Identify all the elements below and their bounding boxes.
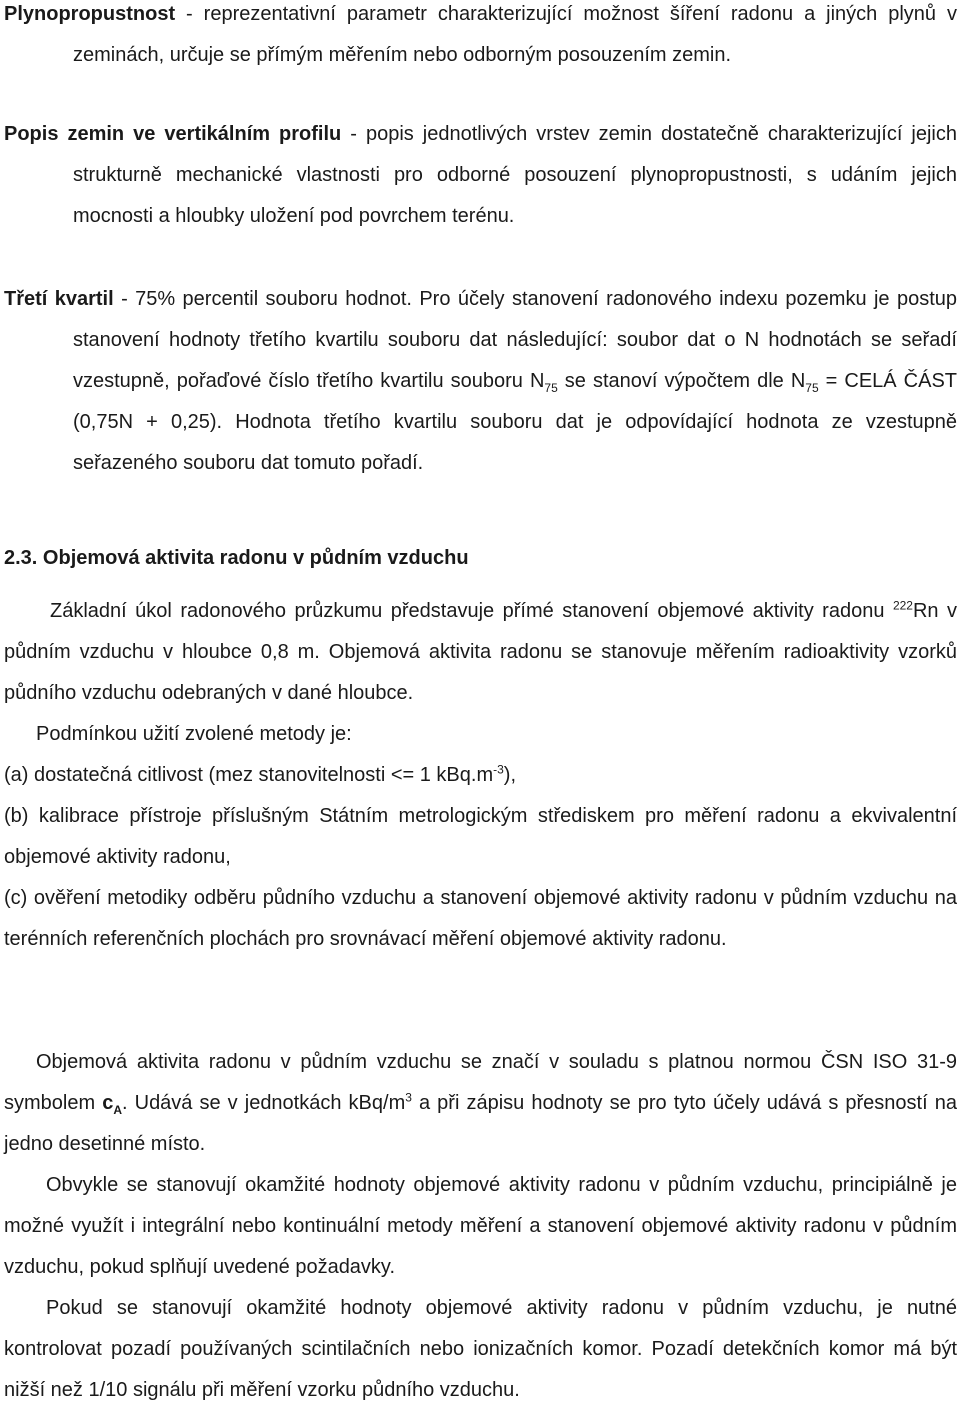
superscript: -3 bbox=[493, 762, 504, 777]
list-item-b: (b) kalibrace přístroje příslušným Státním metrologickým střediskem pro měření radonu a ekvivalentní objemové aktivity radonu, bbox=[4, 805, 957, 868]
definition-treti-kvartil bbox=[4, 279, 957, 484]
superscript: 222 bbox=[892, 598, 913, 613]
paragraph-text: Základní úkol radonového průzkumu představuje přímé stanovení objemové aktivity radonu bbox=[50, 600, 893, 622]
term-treti-kvartil: Třetí kvartil bbox=[4, 288, 114, 310]
subscript: A bbox=[113, 1103, 122, 1117]
definition-text: - popis jednotlivých vrstev zemin dostatečně charakterizující jejich strukturně mechanické vlastnosti pro odborné posouzení plynopropustnosti, s udáním jejich mocnosti a hloubky uložení pod povrchem terénu. bbox=[73, 123, 957, 227]
paragraph-text: Rn v půdním vzduchu v hloubce 0,8 m. Objemová aktivita radonu se stanovuje měřením radioaktivity vzorků půdního vzduchu odebraných v dané hloubce. bbox=[4, 600, 958, 704]
symbol: c bbox=[102, 1092, 114, 1114]
definition-plynopropustnost bbox=[4, 0, 957, 76]
paragraph-text: . Udává se v jednotkách kBq/m bbox=[122, 1092, 406, 1114]
section-heading: 2.3. Objemová aktivita radonu v půdním vzduchu bbox=[4, 547, 469, 569]
definition-text: se stanoví výpočtem dle N bbox=[557, 370, 806, 392]
paragraph-text: a při zápisu hodnoty se pro tyto účely udává s přesností na jedno desetinné místo. bbox=[4, 1092, 957, 1155]
list-item-c: (c) ověření metodiky odběru půdního vzduchu a stanovení objemové aktivity radonu v půdním vzduchu na terénních referenčních plochách pro srovnávací měření objemové aktivity radonu. bbox=[4, 887, 957, 950]
paragraph-zakladni-ukol bbox=[4, 591, 957, 714]
paragraph-text: Objemová aktivita radonu v půdním vzduchu se značí v souladu s platnou normou ČSN ISO 31-9 symbolem bbox=[4, 1051, 957, 1114]
definition-text: - reprezentativní parametr charakterizující možnost šíření radonu a jiných plynů v zeminách, určuje se přímým měřením nebo odborným posouzením zemin. bbox=[73, 3, 957, 66]
superscript: 3 bbox=[405, 1090, 412, 1105]
list-item-text: ), bbox=[503, 764, 516, 786]
paragraph-podminka: Podmínkou užití zvolené metody je: bbox=[36, 723, 352, 745]
definition-popis-zemin bbox=[4, 114, 957, 237]
subscript: 75 bbox=[805, 381, 819, 395]
paragraph-znaceni bbox=[4, 1042, 957, 1165]
term-popis-zemin: Popis zemin ve vertikálním profilu bbox=[4, 123, 342, 145]
subscript: 75 bbox=[544, 381, 558, 395]
definition-text: = CELÁ ČÁST (0,75N + 0,25). Hodnota třetího kvartilu souboru dat je odpovídající hodnota ze vzestupně seřazeného souboru dat tomuto pořadí. bbox=[73, 370, 958, 474]
paragraph-obvykle: Obvykle se stanovují okamžité hodnoty objemové aktivity radonu v půdním vzduchu, principiálně je možné využít i integrální nebo kontinuální metody měření a stanovení objemové aktivity radonu v půdním vzduchu, pokud splňují uvedené požadavky. bbox=[4, 1174, 957, 1278]
term-plynopropustnost: Plynopropustnost bbox=[4, 3, 176, 25]
list-item-a bbox=[4, 755, 957, 796]
definition-text: - 75% percentil souboru hodnot. Pro účely stanovení radonového indexu pozemku je postup stanovení hodnoty třetího kvartilu souboru dat následující: soubor dat o N hodnotách se seřadí vzestupně, pořaďové číslo třetího kvartilu souboru N bbox=[73, 288, 957, 392]
paragraph-pokud: Pokud se stanovují okamžité hodnoty objemové aktivity radonu v půdním vzduchu, je nutné kontrolovat pozadí používaných scintilačních nebo ionizačních komor. Pozadí detekčních komor má být nižší než 1/10 signálu při měření vzorku půdního vzduchu. bbox=[4, 1297, 957, 1401]
list-item-text: (a) dostatečná citlivost (mez stanovitelnosti <= 1 kBq.m bbox=[4, 764, 494, 786]
